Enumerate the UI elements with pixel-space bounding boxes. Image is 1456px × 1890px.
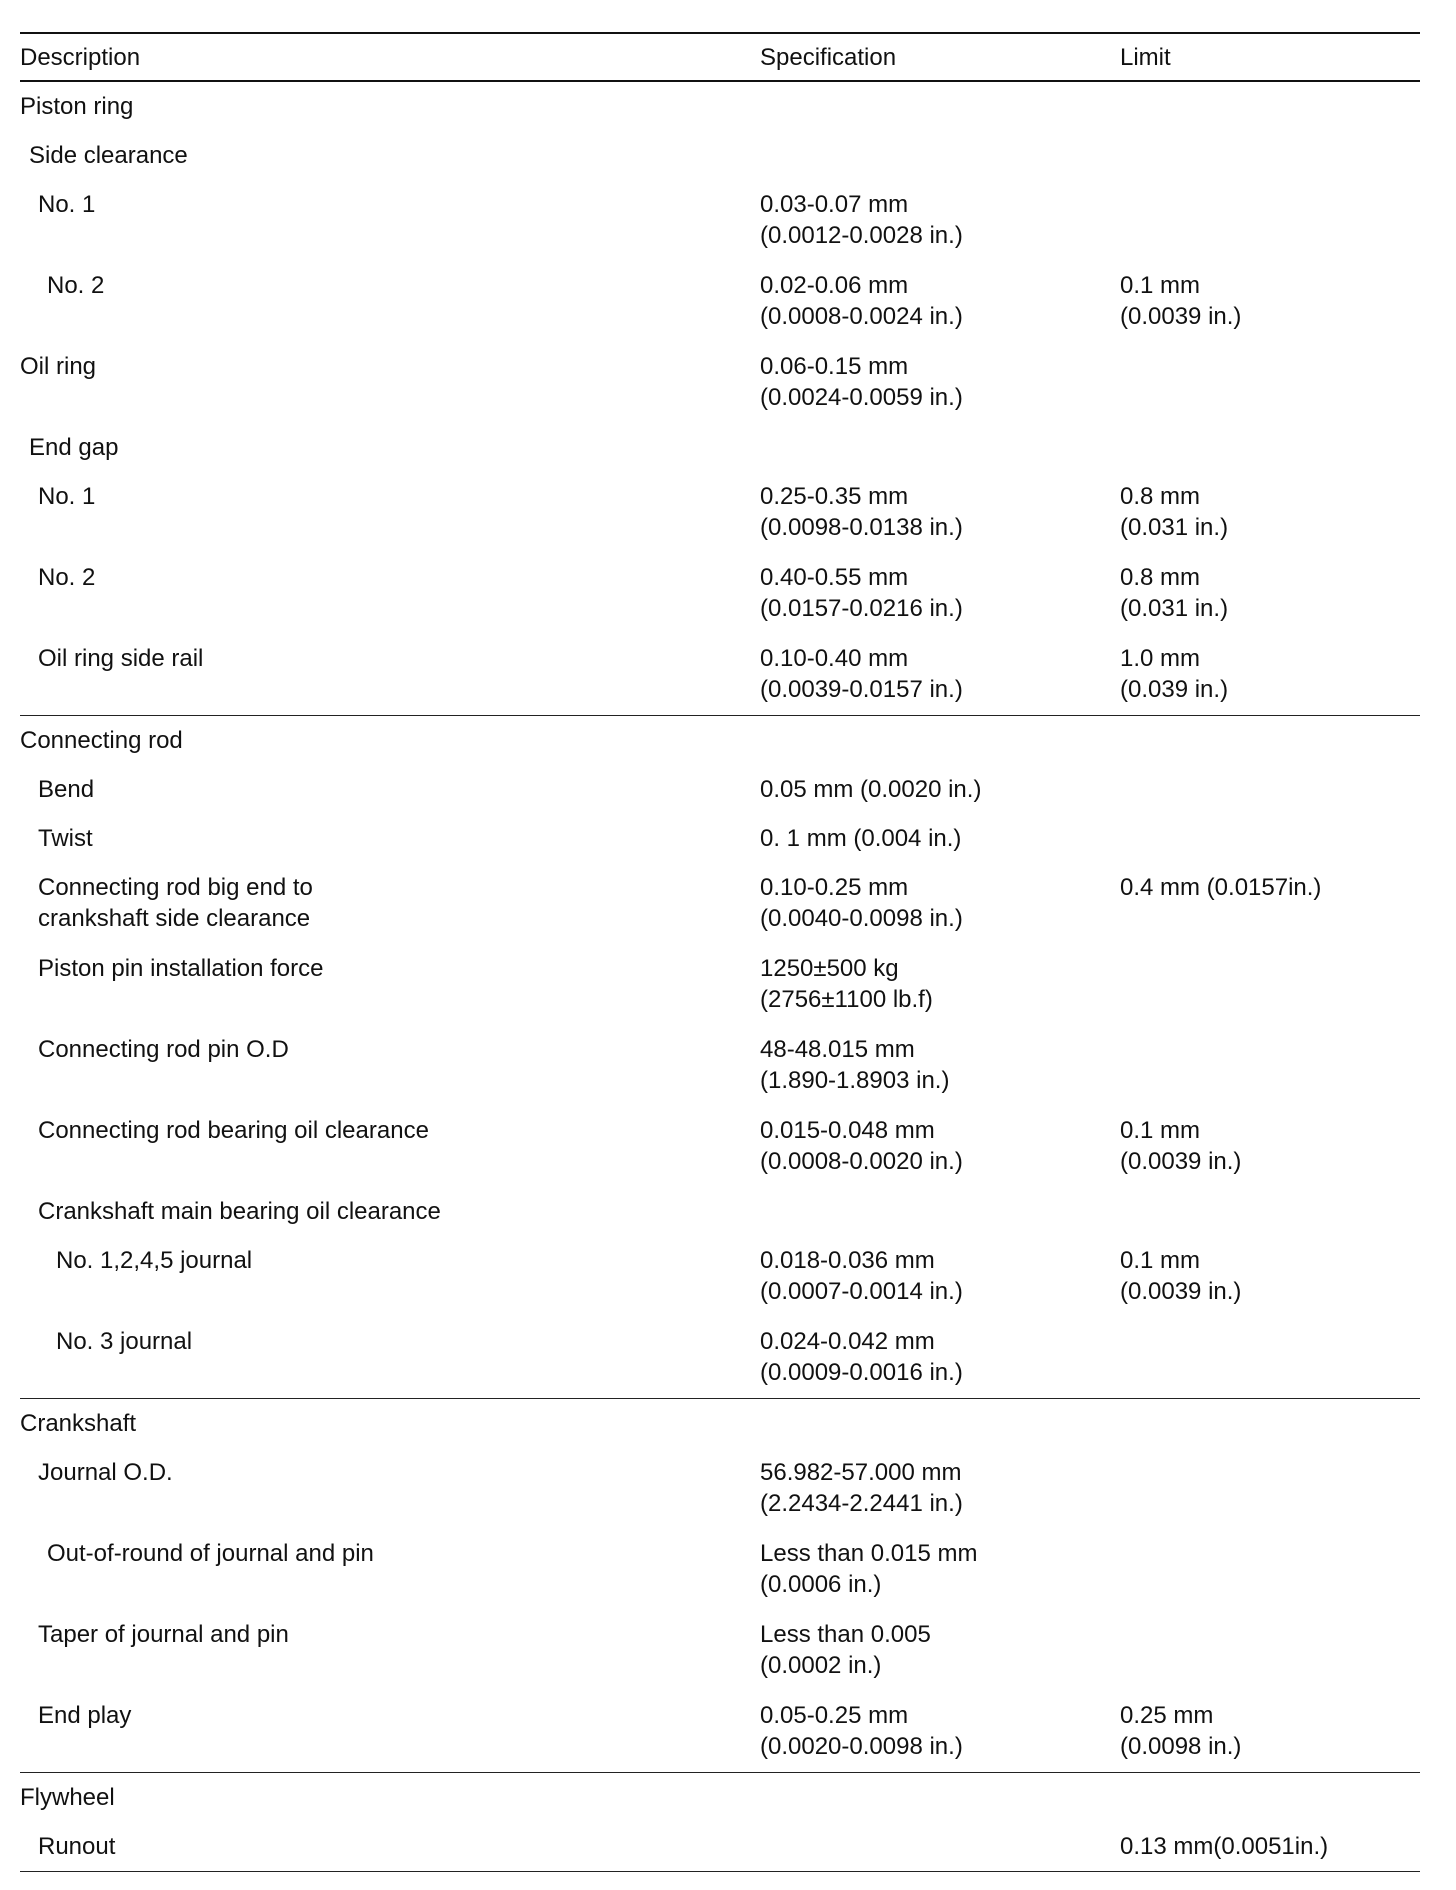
- table-row: [20, 131, 1420, 180]
- limit-line: (0.031 in.): [1120, 514, 1229, 541]
- row-limit: [1120, 872, 1321, 903]
- table-row: [20, 82, 1420, 131]
- limit-line: 0.1 mm: [1120, 1117, 1201, 1144]
- table-row: [20, 944, 1420, 1025]
- row-description: Connecting rod: [20, 727, 183, 754]
- row-limit: [1120, 1245, 1241, 1307]
- table-row: [20, 634, 1420, 715]
- spec-line: 0.018-0.036 mm: [760, 1247, 935, 1274]
- row-description: No. 1,2,4,5 journal: [56, 1247, 253, 1274]
- table-row: [20, 765, 1420, 814]
- limit-line: 0.4 mm (0.0157in.): [1120, 874, 1322, 901]
- row-description: Bend: [38, 776, 95, 803]
- row-specification: [760, 823, 961, 854]
- limit-line: 0.13 mm(0.0051in.): [1120, 1833, 1329, 1860]
- row-description: Connecting rod pin O.D: [38, 1036, 289, 1063]
- table-row: [20, 342, 1420, 423]
- table-row: [20, 1399, 1420, 1448]
- row-description: End play: [38, 1702, 132, 1729]
- row-specification: [760, 1326, 963, 1388]
- spec-line: 0.25-0.35 mm: [760, 483, 909, 510]
- row-specification: [760, 1538, 977, 1600]
- row-description: Piston pin installation force: [38, 955, 324, 982]
- spec-line: 0.05 mm (0.0020 in.): [760, 776, 982, 803]
- table-section: [20, 82, 1420, 715]
- row-specification: [760, 189, 963, 251]
- table-row: [20, 423, 1420, 472]
- table-row: [20, 1529, 1420, 1610]
- spec-table: [20, 32, 1420, 1872]
- row-specification: [760, 1457, 963, 1519]
- spec-line: 0.06-0.15 mm: [760, 353, 909, 380]
- table-row: [20, 1025, 1420, 1106]
- row-specification: [760, 1034, 949, 1096]
- row-description: No. 2: [47, 272, 105, 299]
- limit-line: 0.8 mm: [1120, 483, 1201, 510]
- spec-line: 0.10-0.25 mm: [760, 874, 909, 901]
- table-row: [20, 1236, 1420, 1317]
- row-description: Crankshaft: [20, 1410, 137, 1437]
- table-row: [20, 261, 1420, 342]
- row-specification: [760, 1700, 963, 1762]
- row-description: Oil ring: [20, 353, 97, 380]
- table-section: [20, 1773, 1420, 1871]
- table-body: [20, 82, 1420, 1872]
- spec-line: 0.024-0.042 mm: [760, 1328, 935, 1355]
- row-description: Out-of-round of journal and pin: [47, 1540, 374, 1567]
- limit-line: (0.0098 in.): [1120, 1733, 1242, 1760]
- row-specification: [760, 872, 963, 934]
- row-specification: [760, 953, 933, 1015]
- row-limit: [1120, 643, 1228, 705]
- spec-line: (0.0098-0.0138 in.): [760, 514, 963, 541]
- row-specification: [760, 351, 963, 413]
- spec-line: 0.02-0.06 mm: [760, 272, 909, 299]
- row-specification: [760, 643, 963, 705]
- header-description: Description: [20, 44, 141, 71]
- table-row: [20, 863, 1420, 944]
- spec-line: (0.0008-0.0020 in.): [760, 1148, 963, 1175]
- row-description: Side clearance: [29, 142, 188, 169]
- row-description: No. 3 journal: [56, 1328, 193, 1355]
- table-row: [20, 472, 1420, 553]
- limit-line: 0.1 mm: [1120, 272, 1201, 299]
- table-section: [20, 716, 1420, 1398]
- limit-line: 0.25 mm: [1120, 1702, 1214, 1729]
- spec-line: (0.0002 in.): [760, 1652, 882, 1679]
- limit-line: 1.0 mm: [1120, 645, 1201, 672]
- row-limit: [1120, 562, 1228, 624]
- row-description: Crankshaft main bearing oil clearance: [38, 1198, 441, 1225]
- row-specification: [760, 1115, 963, 1177]
- row-description: Twist: [38, 825, 93, 852]
- spec-line: 1250±500 kg: [760, 955, 899, 982]
- row-specification: [760, 481, 963, 543]
- row-limit: [1120, 1700, 1241, 1762]
- header-limit: Limit: [1120, 44, 1171, 71]
- table-row: [20, 1448, 1420, 1529]
- spec-line: (0.0157-0.0216 in.): [760, 595, 963, 622]
- table-row: [20, 1822, 1420, 1871]
- spec-line: (0.0020-0.0098 in.): [760, 1733, 963, 1760]
- limit-line: (0.0039 in.): [1120, 303, 1242, 330]
- row-description: Journal O.D.: [38, 1459, 173, 1486]
- limit-line: (0.0039 in.): [1120, 1148, 1242, 1175]
- row-description: No. 1: [38, 483, 96, 510]
- spec-line: (1.890-1.8903 in.): [760, 1067, 950, 1094]
- spec-line: (2.2434-2.2441 in.): [760, 1490, 963, 1517]
- spec-line: (0.0006 in.): [760, 1571, 882, 1598]
- spec-line: (0.0024-0.0059 in.): [760, 384, 963, 411]
- table-row: [20, 1773, 1420, 1822]
- row-description: No. 1: [38, 191, 96, 218]
- row-specification: [760, 1619, 931, 1681]
- spec-line: (0.0012-0.0028 in.): [760, 222, 963, 249]
- table-row: [20, 1187, 1420, 1236]
- spec-line: 48-48.015 mm: [760, 1036, 915, 1063]
- limit-line: 0.8 mm: [1120, 564, 1201, 591]
- row-limit: [1120, 1831, 1328, 1862]
- spec-line: Less than 0.015 mm: [760, 1540, 978, 1567]
- spec-line: 56.982-57.000 mm: [760, 1459, 962, 1486]
- table-row: [20, 1610, 1420, 1691]
- spec-line: 0.015-0.048 mm: [760, 1117, 935, 1144]
- limit-line: (0.039 in.): [1120, 676, 1229, 703]
- row-description: End gap: [29, 434, 119, 461]
- section-rule: [20, 1871, 1420, 1872]
- limit-line: (0.0039 in.): [1120, 1278, 1242, 1305]
- row-specification: [760, 1245, 963, 1307]
- row-specification: [760, 270, 963, 332]
- table-row: [20, 1691, 1420, 1772]
- spec-line: (0.0040-0.0098 in.): [760, 905, 963, 932]
- row-limit: [1120, 481, 1228, 543]
- spec-line: Less than 0.005: [760, 1621, 931, 1648]
- table-row: [20, 716, 1420, 765]
- limit-line: (0.031 in.): [1120, 595, 1229, 622]
- spec-line: (2756±1100 lb.f): [760, 986, 933, 1013]
- row-limit: [1120, 270, 1241, 332]
- row-description: No. 2: [38, 564, 96, 591]
- header-specification: Specification: [760, 44, 897, 71]
- table-row: [20, 180, 1420, 261]
- table-row: [20, 553, 1420, 634]
- row-description: Flywheel: [20, 1784, 115, 1811]
- table-header: [20, 34, 1420, 80]
- table-row: [20, 814, 1420, 863]
- limit-line: 0.1 mm: [1120, 1247, 1201, 1274]
- spec-line: (0.0007-0.0014 in.): [760, 1278, 963, 1305]
- spec-line: (0.0039-0.0157 in.): [760, 676, 963, 703]
- spec-line: (0.0009-0.0016 in.): [760, 1359, 963, 1386]
- table-section: [20, 1399, 1420, 1772]
- row-limit: [1120, 1115, 1241, 1177]
- row-description: Runout: [38, 1833, 116, 1860]
- table-row: [20, 1317, 1420, 1398]
- spec-line: 0.40-0.55 mm: [760, 564, 909, 591]
- spec-line: (0.0008-0.0024 in.): [760, 303, 963, 330]
- row-description: Taper of journal and pin: [38, 1621, 289, 1648]
- row-description: Connecting rod bearing oil clearance: [38, 1117, 429, 1144]
- row-specification: [760, 774, 981, 805]
- spec-line: 0.05-0.25 mm: [760, 1702, 909, 1729]
- spec-line: 0.10-0.40 mm: [760, 645, 909, 672]
- table-row: [20, 1106, 1420, 1187]
- row-description: Oil ring side rail: [38, 645, 204, 672]
- row-description: Piston ring: [20, 93, 134, 120]
- row-description: Connecting rod big end to crankshaft side clearance: [38, 874, 313, 932]
- spec-line: 0.03-0.07 mm: [760, 191, 909, 218]
- spec-line: 0. 1 mm (0.004 in.): [760, 825, 962, 852]
- row-specification: [760, 562, 963, 624]
